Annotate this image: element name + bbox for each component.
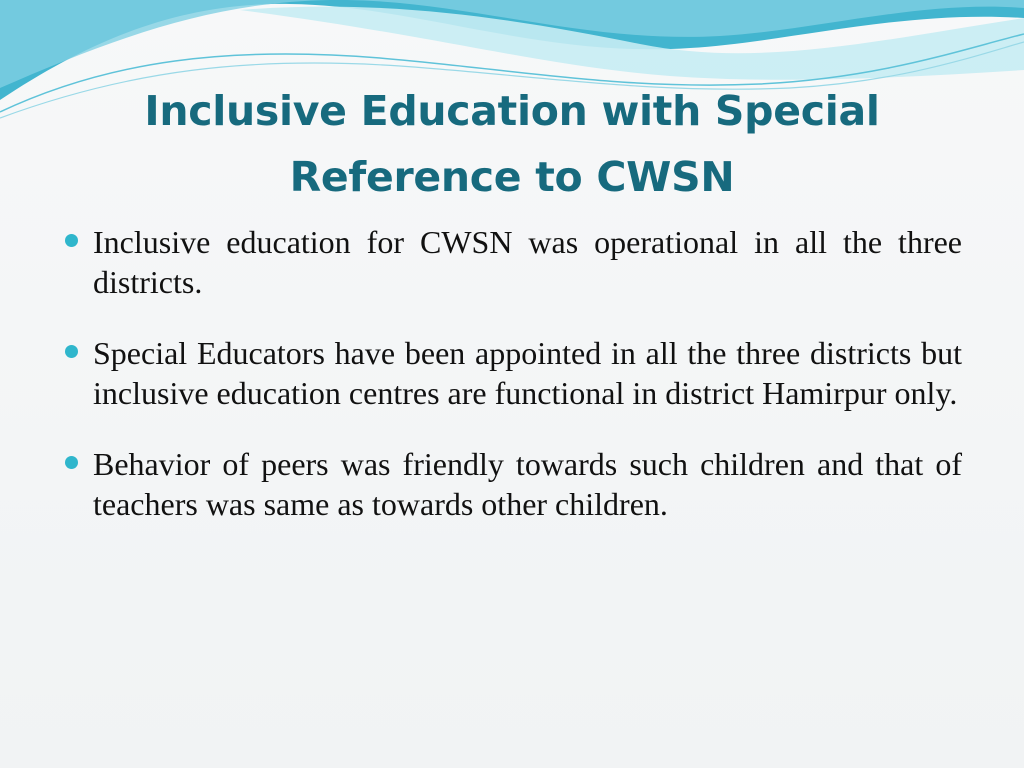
bullet-text: Inclusive education for CWSN was operational in all the three districts.	[93, 224, 962, 300]
bullet-item	[62, 444, 962, 524]
bullet-item	[62, 222, 962, 302]
bullet-list	[62, 222, 962, 524]
bullet-item	[62, 333, 962, 413]
bullet-dot-icon	[65, 456, 78, 469]
bullet-dot-icon	[65, 234, 78, 247]
bullet-dot-icon	[65, 345, 78, 358]
slide-title-line-2: Reference to CWSN	[289, 153, 735, 201]
bullet-text: Behavior of peers was friendly towards such children and that of teachers was same as towards other children.	[93, 446, 962, 522]
bullet-text: Special Educators have been appointed in all the three districts but inclusive education centres are functional in district Hamirpur only.	[93, 335, 962, 411]
slide-title-line-1: Inclusive Education with Special	[144, 87, 880, 135]
slide-title	[100, 78, 924, 210]
